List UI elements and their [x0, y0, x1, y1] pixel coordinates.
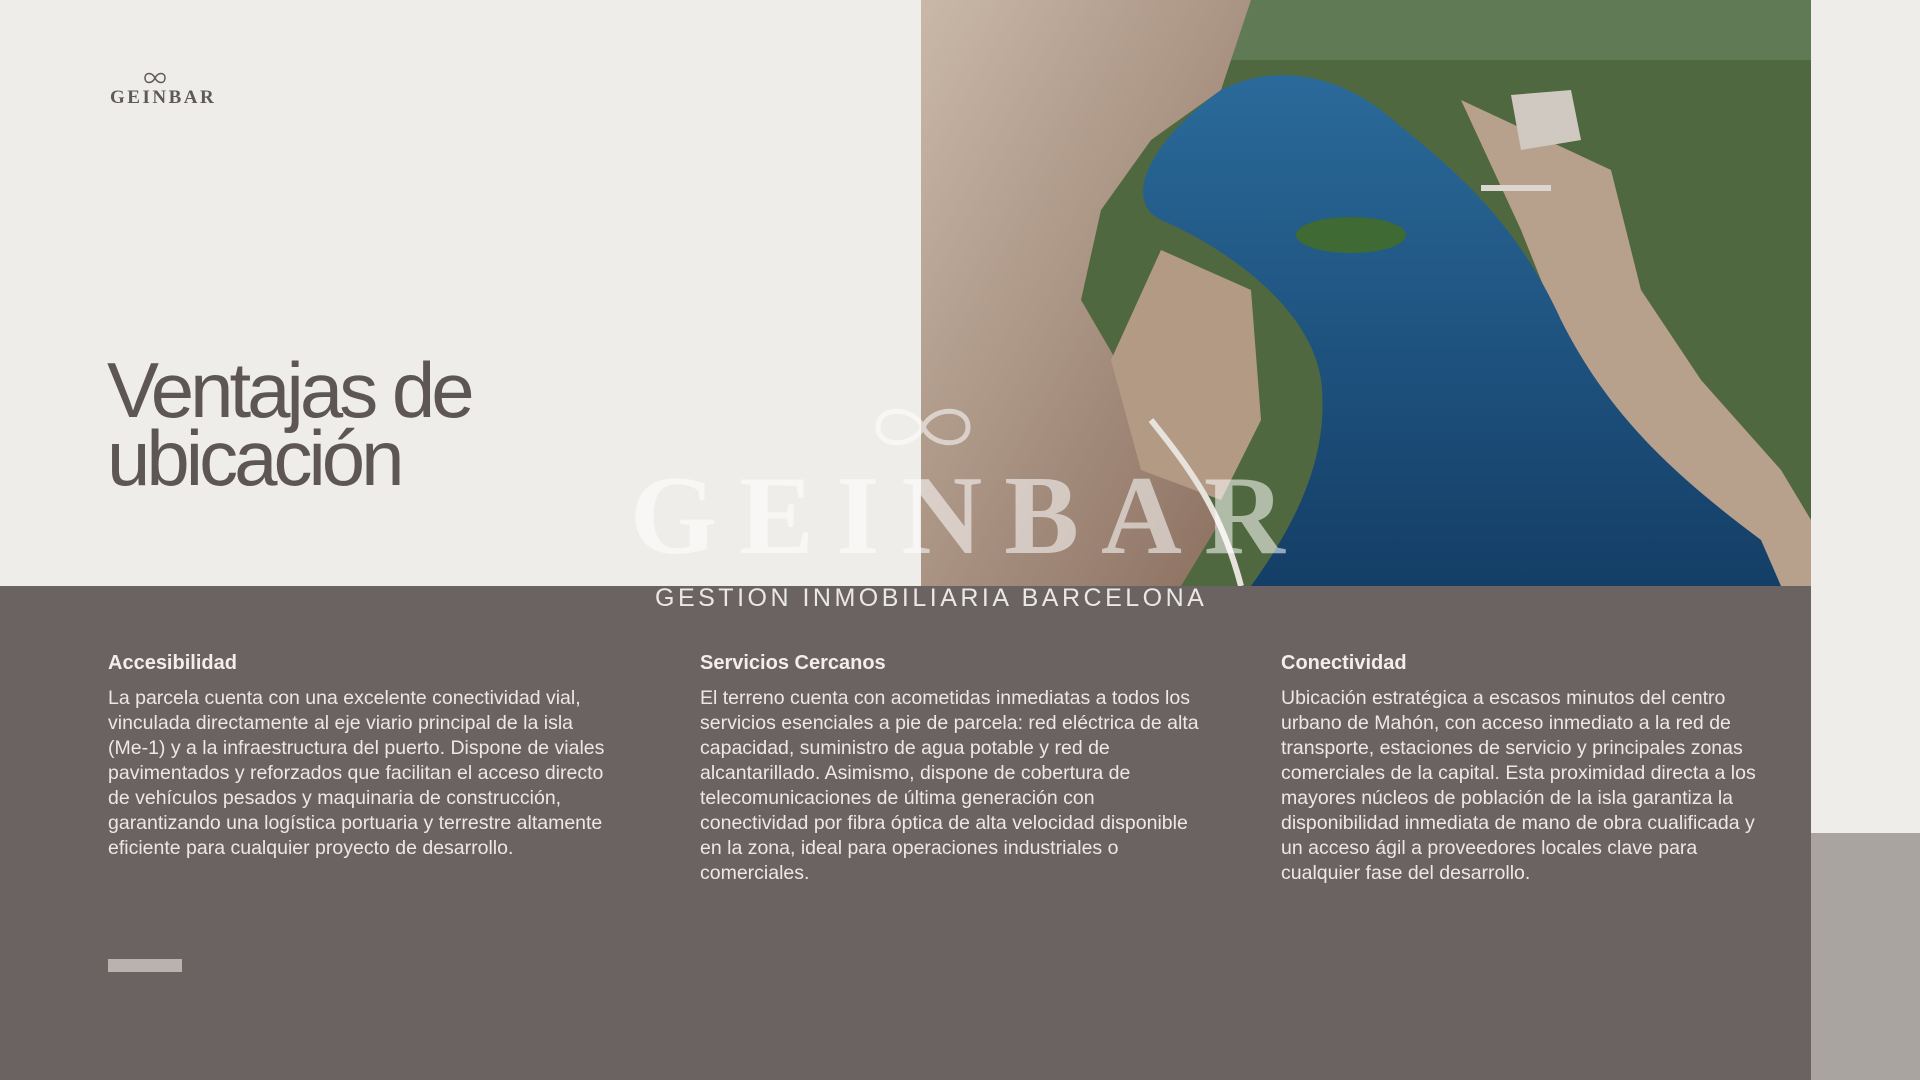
- title-line-2: ubicación: [107, 414, 401, 502]
- watermark-tagline: GESTION INMOBILIARIA BARCELONA: [655, 584, 1208, 612]
- feature-accesibilidad: [108, 648, 608, 861]
- page-title: [107, 346, 667, 502]
- feature-description: El terreno cuenta con acometidas inmediatas a todos los servicios esenciales a pie de parcela: red eléctrica de alta capacidad, suministro de agua potable y red de alcantarillado. Asimismo, dispone de cobertura de telecomunicaciones de última generación con conectividad por fibra óptica de alta velocidad disponible en la zona, ideal para operaciones industriales o comerciales.: [700, 687, 1199, 884]
- feature-conectividad: [1281, 648, 1781, 886]
- feature-title: Accesibilidad: [108, 652, 237, 674]
- accent-bar: [108, 959, 182, 972]
- aerial-harbor-photo: [921, 0, 1811, 586]
- watermark-name: GEINBAR: [630, 454, 1307, 578]
- feature-title: Conectividad: [1281, 652, 1407, 674]
- feature-servicios-cercanos: [700, 648, 1200, 886]
- infinity-logo-icon: [142, 70, 168, 86]
- feature-description: Ubicación estratégica a escasos minutos del centro urbano de Mahón, con acceso inmediato a la red de transporte, estaciones de servicio y principales zonas comerciales de la capital. Esta proximidad directa a los mayores núcleos de población de la isla garantiza la disponibilidad inmediata de mano de obra cualificada y un acceso ágil a proveedores locales clave para cualquier fase del desarrollo.: [1281, 687, 1756, 884]
- feature-title: Servicios Cercanos: [700, 652, 886, 674]
- brand-name: GEINBAR: [110, 87, 217, 108]
- harbor-image: [921, 0, 1811, 586]
- title-line-1: Ventajas de: [107, 346, 471, 434]
- feature-description: La parcela cuenta con una excelente conectividad vial, vinculada directamente al eje viario principal de la isla (Me-1) y a la infraestructura del puerto. Dispone de viales pavimentados y reforzados que facilitan el acceso directo de vehículos pesados y maquinaria de construcción, garantizando una logística portuaria y terrestre altamente eficiente para cualquier proyecto de desarrollo.: [108, 687, 605, 859]
- brand-logo: [108, 70, 218, 112]
- right-margin-light: [1811, 0, 1920, 833]
- right-margin-dark: [1811, 833, 1920, 1080]
